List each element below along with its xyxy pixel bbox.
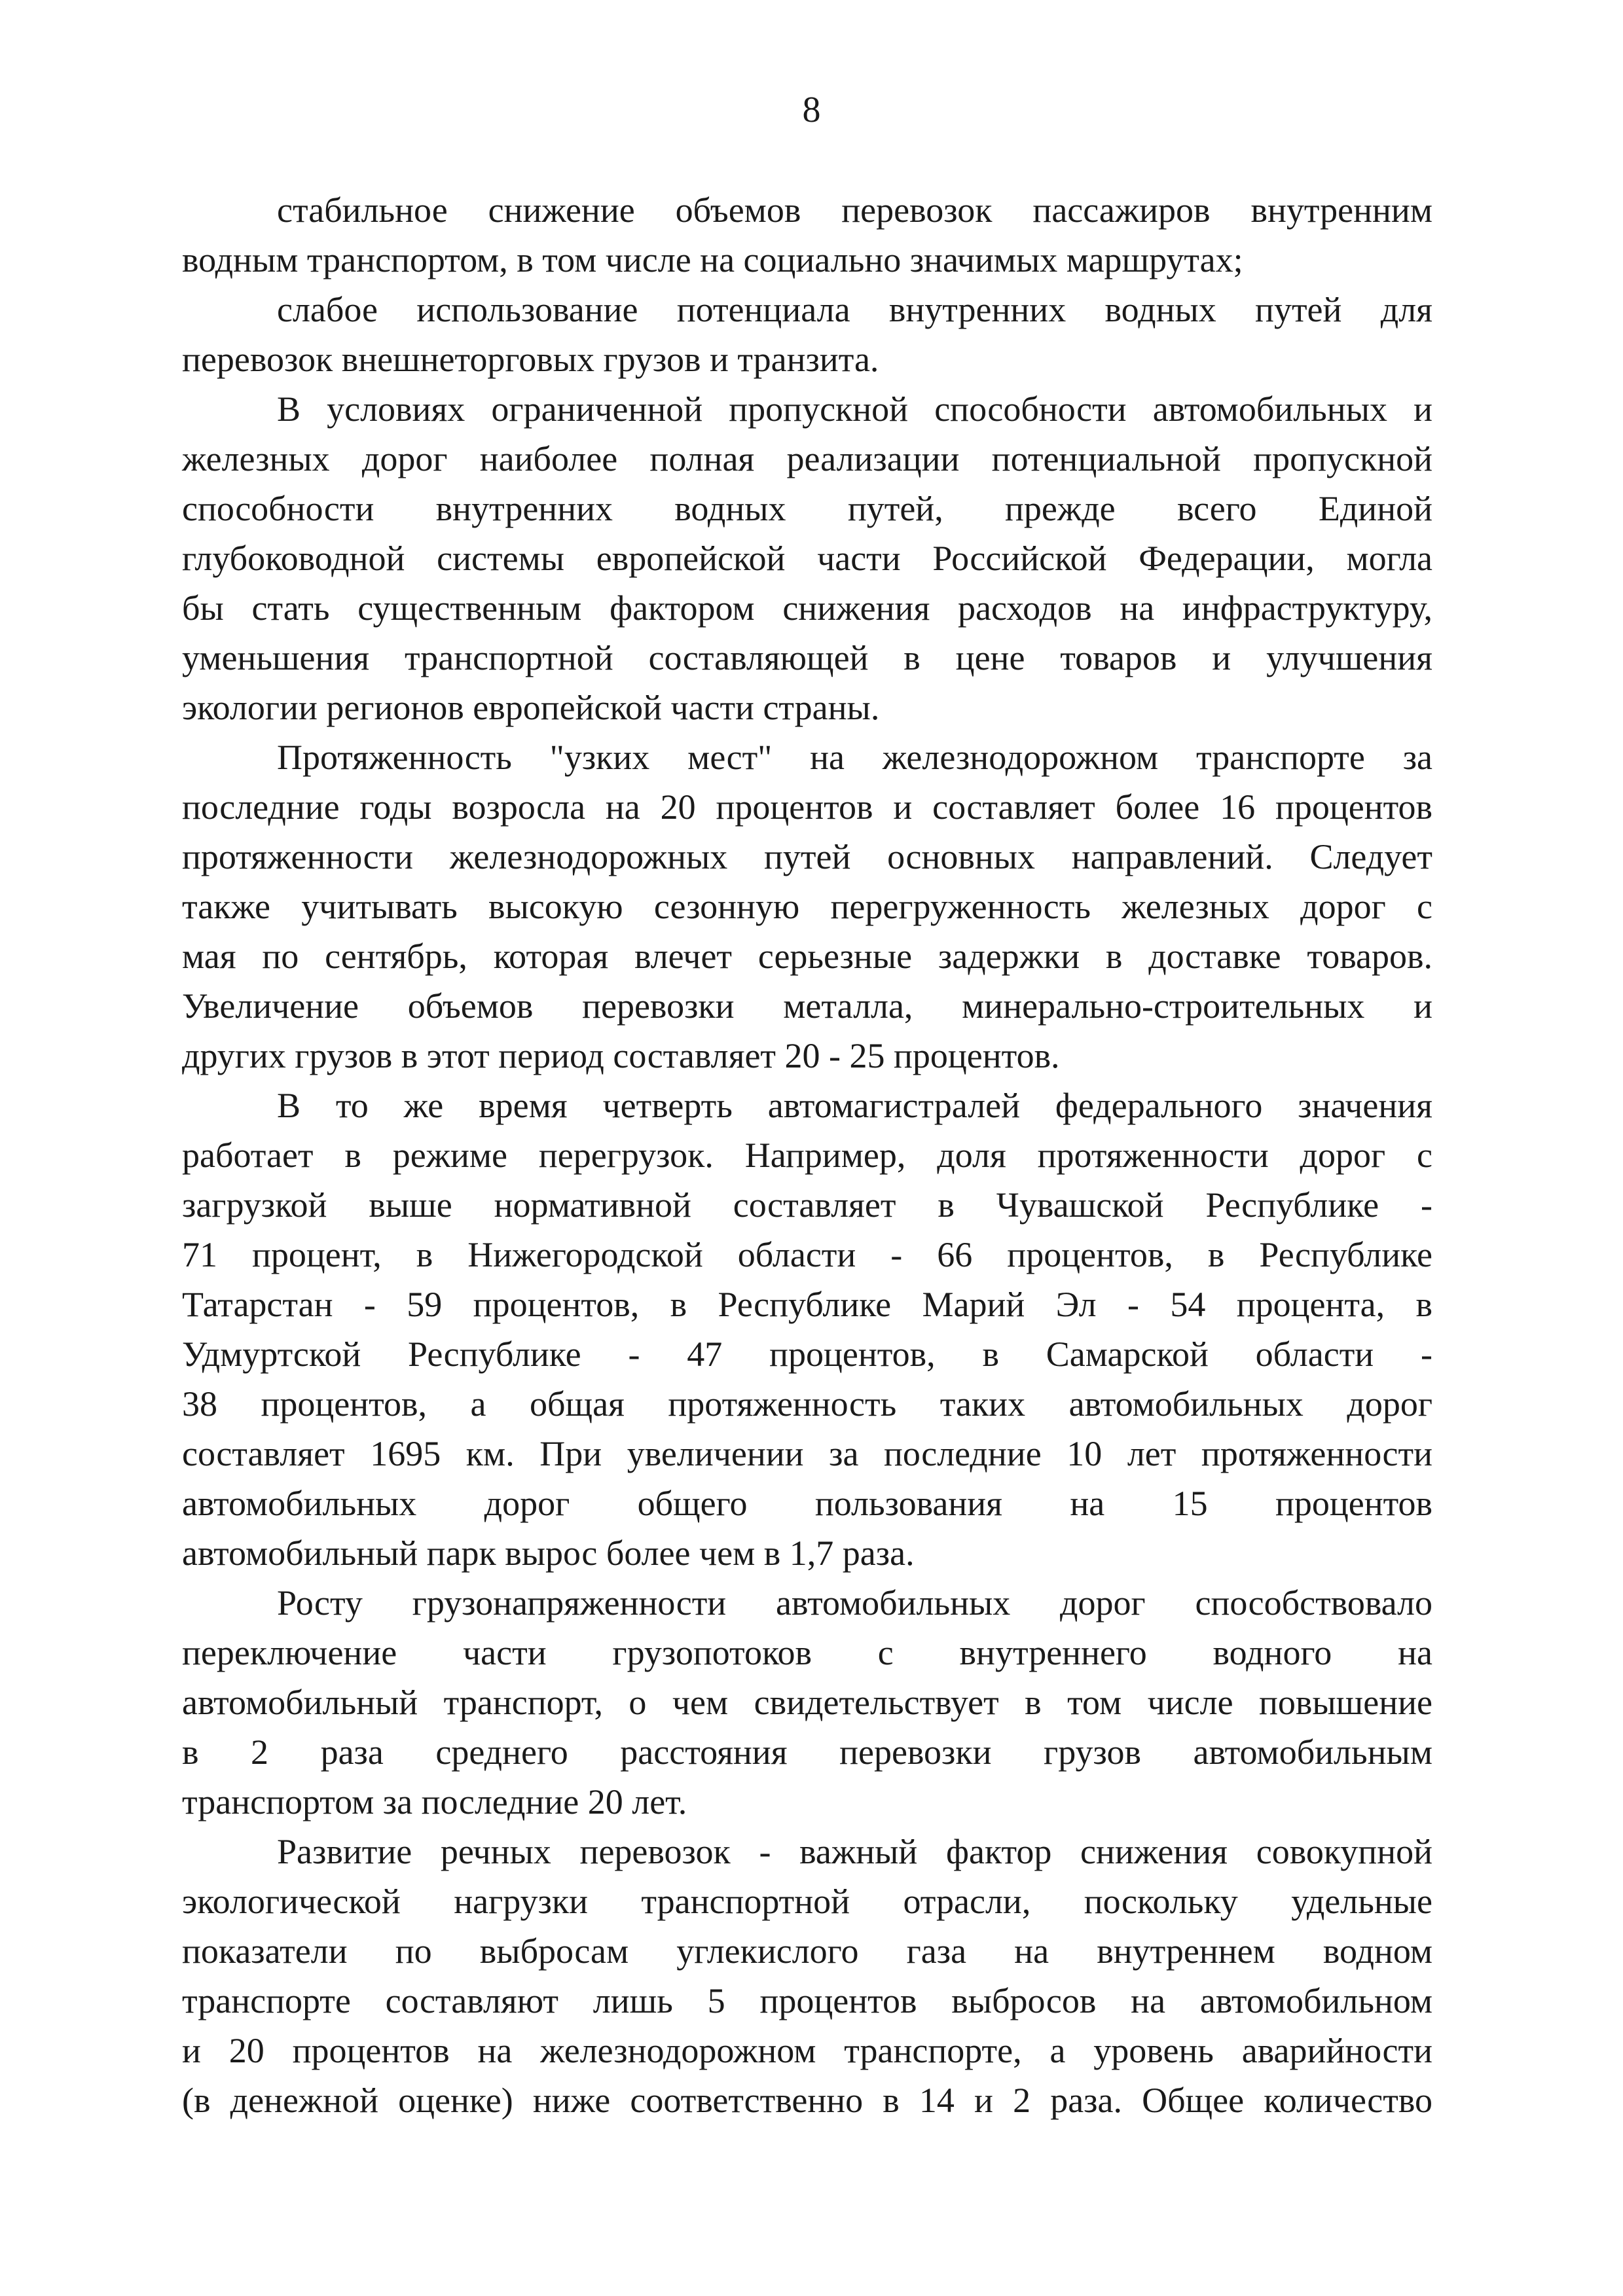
paragraph xyxy=(182,185,1432,285)
text-line: Развитие речных перевозок - важный фактор снижения совокупной xyxy=(277,1832,1432,1871)
text-line: Удмуртской Республике - 47 процентов, в Самарской области - xyxy=(182,1335,1432,1374)
text-line: протяженности железнодорожных путей основных направлений. Следует xyxy=(182,837,1432,876)
paragraph xyxy=(182,1827,1432,2125)
text-line: Татарстан - 59 процентов, в Республике Марий Эл - 54 процента, в xyxy=(182,1285,1432,1324)
text-line: перевозок внешнеторговых грузов и транзита. xyxy=(182,340,879,379)
text-line: В условиях ограниченной пропускной способности автомобильных и xyxy=(277,389,1432,429)
text-line: водным транспортом, в том числе на социально значимых маршрутах; xyxy=(182,240,1243,279)
text-line: экологической нагрузки транспортной отрасли, поскольку удельные xyxy=(182,1882,1432,1921)
paragraph xyxy=(182,732,1432,1081)
paragraph xyxy=(182,285,1432,384)
text-line: последние годы возросла на 20 процентов и составляет более 16 процентов xyxy=(182,787,1432,827)
text-line: В то же время четверть автомагистралей федерального значения xyxy=(277,1086,1432,1125)
text-line: показатели по выбросам углекислого газа на внутреннем водном xyxy=(182,1931,1432,1971)
text-line: Росту грузонапряженности автомобильных дорог способствовало xyxy=(277,1583,1432,1623)
text-line: глубоководной системы европейской части Российской Федерации, могла xyxy=(182,539,1432,578)
text-line: 71 процент, в Нижегородской области - 66 процентов, в Республике xyxy=(182,1235,1432,1274)
text-line: в 2 раза среднего расстояния перевозки грузов автомобильным xyxy=(182,1732,1432,1772)
paragraph xyxy=(182,1578,1432,1827)
text-line: также учитывать высокую сезонную перегруженность железных дорог с xyxy=(182,887,1432,926)
text-line: транспорте составляют лишь 5 процентов выбросов на автомобильном xyxy=(182,1981,1432,2020)
text-line: 38 процентов, а общая протяженность таких автомобильных дорог xyxy=(182,1384,1432,1424)
text-line: и 20 процентов на железнодорожном транспорте, а уровень аварийности xyxy=(182,2031,1432,2070)
text-line: автомобильный транспорт, о чем свидетельствует в том числе повышение xyxy=(182,1683,1432,1722)
text-line: слабое использование потенциала внутренних водных путей для xyxy=(277,290,1432,329)
text-line: работает в режиме перегрузок. Например, доля протяженности дорог с xyxy=(182,1136,1432,1175)
text-line: бы стать существенным фактором снижения расходов на инфраструктуру, xyxy=(182,588,1432,628)
text-line: составляет 1695 км. При увеличении за последние 10 лет протяженности xyxy=(182,1434,1432,1473)
text-line: способности внутренних водных путей, прежде всего Единой xyxy=(182,489,1432,528)
text-line: мая по сентябрь, которая влечет серьезные задержки в доставке товаров. xyxy=(182,937,1432,976)
text-line: уменьшения транспортной составляющей в цене товаров и улучшения xyxy=(182,638,1432,677)
text-line: железных дорог наиболее полная реализации потенциальной пропускной xyxy=(182,439,1432,478)
text-line: автомобильных дорог общего пользования на 15 процентов xyxy=(182,1484,1432,1523)
text-line: (в денежной оценке) ниже соответственно в 14 и 2 раза. Общее количество xyxy=(182,2081,1432,2120)
text-line: стабильное снижение объемов перевозок пассажиров внутренним xyxy=(277,190,1432,230)
text-line: других грузов в этот период составляет 20 - 25 процентов. xyxy=(182,1036,1060,1075)
text-line: загрузкой выше нормативной составляет в Чувашской Республике - xyxy=(182,1185,1432,1225)
text-line: Протяженность "узких мест" на железнодорожном транспорте за xyxy=(277,738,1432,777)
text-line: автомобильный парк вырос более чем в 1,7 раза. xyxy=(182,1534,915,1573)
text-line: экологии регионов европейской части страны. xyxy=(182,688,880,727)
text-line: Увеличение объемов перевозки металла, минерально-строительных и xyxy=(182,986,1432,1026)
text-line: транспортом за последние 20 лет. xyxy=(182,1782,687,1821)
text-line: переключение части грузопотоков с внутреннего водного на xyxy=(182,1633,1432,1672)
paragraph xyxy=(182,384,1432,732)
page-number: 8 xyxy=(802,90,821,130)
paragraph xyxy=(182,1081,1432,1578)
body-text xyxy=(182,185,1432,2125)
